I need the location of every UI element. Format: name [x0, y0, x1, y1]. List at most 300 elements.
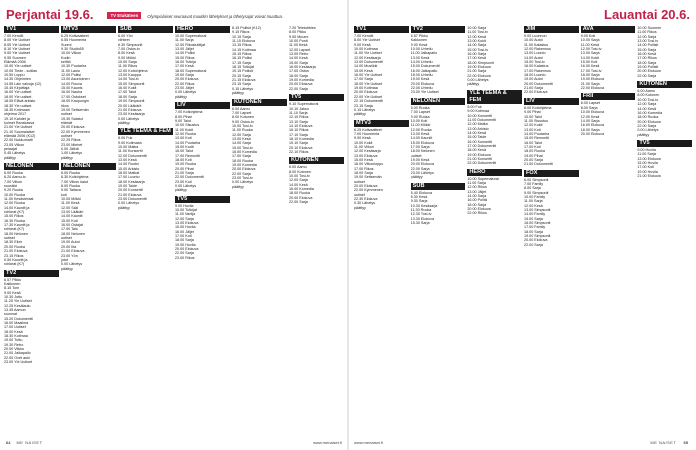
program-line: 18.30 Kotimaa — [4, 334, 28, 338]
program-line: 11.00 Jalkapallo — [410, 51, 438, 56]
channel-block — [289, 157, 344, 204]
program-line: päättyy — [354, 112, 366, 117]
program-line: päättyy — [410, 175, 423, 180]
channel-block — [524, 170, 579, 248]
program-line: 16.00 Jäljet — [175, 229, 194, 234]
program-line: 20.00 Elokuva — [175, 77, 199, 82]
program-line: 11.30 Ruoka — [410, 208, 432, 213]
program-line: 23.15 Sarja — [354, 103, 373, 108]
listing-column — [581, 26, 636, 430]
program-line: 22.00 Elokuva — [467, 73, 491, 78]
program-line: 14.00 Kokit — [580, 55, 600, 60]
program-line: 9.00 Kotimaa — [467, 109, 490, 114]
program-line: 15.00 Kesä — [354, 68, 373, 73]
program-line: 17.00 Remontti — [175, 153, 201, 158]
program-line: 22.00 Yle Uutiset — [354, 94, 383, 99]
program-line: 16.00 Komedia — [232, 149, 257, 154]
program-line: 21.10 Suomalaiset — [4, 129, 35, 134]
program-line: 16.00 Viikonloppu — [354, 162, 384, 167]
program-line: 22.00 Dokumentti — [175, 175, 204, 180]
program-line: 19.00 Kotimaa — [354, 86, 378, 91]
program-line: 9.00 Koti — [580, 34, 596, 38]
channel-header: NELONEN — [411, 98, 466, 105]
channel-header: TV2 — [411, 26, 466, 33]
program-line: 14.00 Sarja — [232, 141, 251, 146]
program-line: 10.00 Supernatural — [175, 34, 207, 38]
program-line: 19.30 Salatut — [61, 116, 83, 121]
program-line: 19.00 Pihat — [524, 153, 543, 158]
program-line: 12.00 Sarja — [637, 34, 657, 39]
program-line: 12.00 Sarja — [175, 216, 194, 221]
program-line: 10.00 Talot — [524, 114, 542, 119]
program-line: 11.00 Laulu — [61, 68, 81, 73]
program-line: 19.00 Autot — [61, 240, 80, 245]
program-line: 18.00 Luonto — [524, 73, 546, 78]
program-line: 13.45 Aamun — [4, 307, 26, 312]
program-line: 20.00 Lääkärit — [118, 103, 142, 108]
program-line: 8.05 Yle Uutiset — [4, 42, 30, 47]
program-line: 14.00 Musiikki — [354, 64, 378, 69]
program-line: 18.00 Yle uutiset — [4, 94, 32, 99]
program-line: 13.00 Elokuva — [175, 221, 199, 226]
program-line: 16.00 Talot — [524, 140, 542, 145]
program-line: 10.00 Elokuva — [580, 110, 605, 115]
program-line: 20.00 Dokumentti — [524, 81, 553, 86]
program-line: 20.00 Elokuva — [289, 195, 313, 200]
program-line: 15.00 Sarja — [524, 216, 543, 221]
program-line: 7.00 Kendili — [4, 34, 24, 38]
program-line: päättyy — [232, 184, 244, 189]
program-line: 7.00 Lapset — [410, 110, 430, 115]
program-line: 0.00 Lähetys — [637, 128, 659, 133]
program-line: 14.00 Tosi-tv — [118, 77, 139, 82]
channel-header: MTV3 — [61, 26, 116, 33]
channel-block — [175, 26, 230, 99]
program-line: 8.00 Kesä — [118, 51, 135, 56]
program-line: 21.00 Elokuva — [118, 107, 142, 112]
program-line: 0.15 Lähetys — [354, 107, 376, 112]
program-line: 8.00 Fuk — [118, 136, 133, 141]
program-line: 14.00 Urheilu — [410, 60, 433, 65]
program-line: 13.00 Arkisto — [467, 126, 489, 131]
program-line: 22.00 Ovet auki — [4, 355, 30, 360]
program-line: 18.00 Sarja — [467, 202, 487, 207]
site-url: www.menaiset.fi — [354, 439, 383, 445]
program-line: 9.30 Studio55 — [61, 47, 84, 52]
program-line: 9.20 Ruoka — [4, 188, 23, 193]
program-line: pelaajat — [4, 146, 17, 151]
program-line: 22.00 Kymmenen — [354, 188, 383, 193]
program-line: 20.00 Elokuva — [354, 90, 378, 95]
program-line: päättyy — [4, 155, 16, 160]
program-line: 7.20 Teletubbies — [289, 26, 316, 30]
program-line: 14.00 Poliisi — [175, 51, 195, 56]
program-line: 10.00 Matka — [118, 144, 139, 149]
listing-column — [467, 26, 522, 430]
program-line: 0.00 Lähetys — [175, 184, 197, 188]
channel-block — [61, 163, 116, 271]
listing-column — [61, 26, 116, 430]
program-line: 8.00 Pikku — [289, 30, 307, 35]
program-line: 14.15 Kotimaa — [232, 47, 256, 52]
program-line: 17.00 Koti — [637, 165, 654, 170]
program-line: 13.00 Elokuva — [354, 153, 378, 158]
program-line: 22.00 Elokuva — [524, 90, 548, 95]
program-line: 10.10 Jakso — [289, 106, 309, 111]
program-line: 23.00 Yön — [61, 253, 78, 258]
program-line: 13.00 Tosi-tv — [637, 39, 659, 44]
program-line: 12.00 Poliisi — [61, 73, 81, 78]
program-line: 6.25 Kotivaatteet — [354, 127, 382, 132]
program-line: 22.00 Nukkumatti — [4, 138, 33, 143]
program-line: 23.00 Yle Uutiset — [4, 360, 33, 365]
program-line: 13.00 Kokit — [467, 39, 486, 44]
program-line: 13.00 Kesä — [410, 55, 430, 60]
program-line: 10.00 Suomen — [637, 26, 662, 30]
program-line: 17.00 Rakennus — [524, 68, 551, 73]
program-line: 8.00 Kutonen — [289, 169, 311, 174]
program-line: 21.00 Elokuva — [61, 249, 85, 254]
program-line: 13.00 Luonto — [524, 51, 546, 56]
program-line: 17.00 Uutiset — [4, 325, 26, 330]
program-line: 19.00 Elokuva — [467, 65, 491, 70]
program-line: 9.15 Rikos — [232, 30, 250, 35]
program-line: 11.00 Kokit — [175, 127, 194, 132]
listing-column — [411, 26, 466, 430]
program-line: 11.00 Dokumentti — [467, 117, 496, 122]
program-line: 9.00 Talot — [175, 118, 191, 123]
listing-column — [118, 26, 173, 430]
program-line: 18.00 Sarja — [580, 73, 600, 78]
program-line: 15.00 Kaunis — [61, 86, 83, 91]
program-line: 14.00 Puutarha — [524, 131, 550, 136]
program-line: 22.00 Dokumentti — [467, 161, 497, 166]
program-line: 18.00 Koti — [175, 157, 192, 162]
program-line: 16.00 Talot — [175, 149, 193, 154]
program-line: 9.00 Ostos-tv — [232, 119, 254, 124]
program-line: 9.00 Ruoka — [410, 114, 430, 119]
program-line: uutiset — [61, 236, 72, 241]
program-line: 10.00 Sarja — [580, 38, 600, 43]
program-line: 16.00 Simpsonit — [524, 221, 551, 226]
program-line: 12.00 Rikos — [467, 185, 487, 190]
program-line: 17.10 Sarja — [289, 132, 308, 137]
program-line: 21.00 Elokuva — [118, 192, 142, 197]
program-line: 14.30 Ohjelmien — [4, 77, 31, 82]
program-line: 12.00 Kotiohjelma — [118, 68, 148, 73]
program-line: 18.00 Ruoka — [637, 115, 659, 120]
program-line: kolmet Ranskassa — [4, 120, 35, 125]
program-line: 13.10 Sarja — [289, 119, 308, 124]
right-page-header — [356, 2, 690, 22]
program-line: 18.15 Tutkijat — [232, 65, 254, 70]
channel-header: JIM — [524, 26, 579, 33]
program-line: 11.00 Viikon — [354, 144, 374, 149]
program-line: 17.00 Talot — [118, 90, 136, 95]
program-line: 16.00 Kokit — [118, 86, 137, 91]
program-line: 19.00 Poliisit — [637, 65, 659, 70]
channel-block — [175, 102, 230, 193]
listing-column — [637, 26, 692, 430]
program-line: 14.00 Sarja — [467, 194, 487, 198]
program-line: 22.00 Sarja — [289, 86, 308, 91]
program-line: 19.00 Simpsonit — [118, 99, 145, 104]
channel-block — [467, 169, 522, 216]
program-line: 10.00 Supernatural — [467, 176, 499, 181]
program-line: 10.30 Juttu — [4, 294, 23, 299]
program-line: 8.30 Kesä — [410, 195, 428, 199]
program-line: 12.00 Matka — [467, 122, 488, 127]
program-line: 15.00 Kesä — [354, 157, 373, 162]
program-line: 11.00 Rikos — [118, 64, 138, 69]
program-line: 15.00 Huvila — [175, 225, 196, 230]
left-page-header — [6, 2, 344, 22]
listing-column — [524, 26, 579, 430]
program-line: 22.00 Sarja — [637, 123, 657, 128]
program-line: 14.00 Family — [524, 212, 546, 217]
program-line: 9.55 Suomen — [4, 55, 26, 60]
channel-block — [581, 26, 636, 90]
program-line: 17.30 Kauniit ja — [4, 223, 30, 228]
program-line: 19.00 Kesä — [410, 157, 430, 162]
program-line: 7.00 Viikon kalut — [61, 179, 88, 184]
program-line: 11.00 Sarja — [637, 152, 656, 157]
program-line: 15.00 Dokumentti — [410, 64, 440, 69]
program-line: 16.30 Ruoka — [4, 218, 25, 223]
program-line: 11.25 Yle Uutiset — [4, 299, 32, 304]
program-line: 12.00 Rikostutkijat — [175, 42, 206, 47]
channel-block — [637, 26, 692, 78]
program-line: 19.00 Tuttu — [4, 338, 23, 343]
program-line: 17.00 Dokumentti — [467, 143, 497, 148]
program-line: 19.00 Elokuva — [467, 152, 491, 157]
program-line: 15.45 Kirjoittaja — [4, 86, 30, 91]
program-line: 18.05 Elävä arkisto — [4, 99, 36, 104]
program-line: 20.00 Elokuva — [410, 162, 435, 167]
program-line: 13.00 Dokumentti — [354, 60, 383, 65]
program-line: Elämää 2006 — [4, 60, 26, 65]
channel-header: HERO — [467, 169, 522, 176]
program-line: 12.00 Kesäsarja — [354, 55, 381, 60]
program-line: 8.00 Sarja — [524, 186, 541, 191]
channel-header: LIV — [175, 102, 230, 109]
channel-block — [524, 98, 579, 167]
program-line: 8.00 Fuk — [467, 104, 482, 109]
program-line: 15.00 Simpsonit — [118, 81, 145, 86]
program-line: 12.00 Sarja — [232, 132, 251, 137]
program-line: 6.25 Kotivaatteet — [61, 34, 89, 38]
program-line: 14.00 Sarja — [467, 43, 487, 48]
program-line: 10.00 Konsertti — [467, 113, 493, 118]
program-line: 23.15 Rikos — [4, 253, 24, 258]
program-line: 0.00 Lähetys — [118, 116, 140, 121]
program-line: Suomi — [61, 42, 72, 47]
program-line: 20.00 Ilta — [61, 244, 77, 249]
right-page — [348, 0, 696, 450]
day-title: Perjantai 19.6. — [6, 7, 94, 22]
program-line: 23.00 Miehet — [61, 142, 83, 147]
program-line: 14.00 Kauniit — [61, 214, 83, 219]
program-line: 18.00 Sarja — [354, 170, 373, 175]
program-line: 12.00 Ruoka — [410, 127, 432, 132]
program-line: 12.25 Kesälaulu — [4, 303, 31, 308]
program-line: 15.00 Kodit — [175, 144, 194, 149]
channel-block — [4, 163, 59, 267]
program-line: 21.00 Elokuva — [637, 173, 661, 178]
program-line: 19.00 Autot — [524, 77, 543, 82]
program-line: 14.00 Kesä — [637, 106, 657, 111]
program-line: 9.10 Supernatural — [289, 102, 319, 107]
program-line: päättyy — [175, 188, 187, 193]
channel-block — [232, 99, 287, 190]
program-line: 21.00 Sarja — [524, 86, 543, 91]
program-line: 13.00 Kauppa — [118, 73, 141, 78]
channel-block — [4, 270, 59, 365]
program-line: 15.00 Huvila — [637, 160, 658, 165]
program-line: 16.00 Tutkija — [175, 60, 196, 65]
channel-header: LIV — [524, 98, 579, 105]
program-line: 10.00 Mökki — [61, 197, 81, 202]
program-line: 15.15 Rikos — [232, 52, 252, 57]
program-line: 17.00 Ostos — [289, 69, 309, 74]
program-line: 17.00 Koti — [524, 144, 541, 149]
program-line: päättyy — [118, 205, 130, 210]
program-line: 20.00 Konsertti — [118, 188, 143, 193]
program-line: 0.30 Lähetys — [354, 201, 376, 206]
program-line: 16.00 Elokuva — [580, 123, 605, 128]
program-line: 8.00 Kotiohjelma — [524, 105, 552, 110]
program-line: 16.00 Yle Uutiset — [354, 73, 383, 78]
program-line: 11.00 Konsertti — [118, 149, 143, 154]
program-line: 17.00 Kesä — [467, 56, 487, 61]
program-line: 15.20 Dokumentti — [4, 316, 33, 321]
program-line: 12.00 Dokumentti — [118, 153, 147, 158]
program-line: 20.00 Elokuva — [637, 119, 661, 124]
program-line: koti — [61, 192, 67, 197]
page-number: 64 — [6, 439, 11, 445]
day-title: Lauantai 20.6. — [604, 7, 690, 22]
program-line: 10.00 Tutkijat — [175, 208, 197, 213]
magazine-name: ME NAISET — [16, 439, 43, 445]
program-line: 23.00 Lähetys — [410, 170, 434, 175]
program-line: 18.00 Sarja — [580, 127, 600, 132]
program-line: 6.00 Lapset — [580, 101, 600, 106]
program-line: 13.15 Rikos — [232, 43, 252, 48]
program-line: 20.10 Elokuva — [289, 145, 313, 150]
program-line: 19.00 Taide — [118, 184, 137, 188]
program-line: 19.00 Elokuva — [580, 77, 605, 82]
listing-column — [175, 26, 230, 430]
program-line: 11.00 Kesävieraat — [4, 197, 34, 202]
program-line: 14.00 Kesä — [289, 56, 308, 61]
program-line: 0.15 Lähetys — [232, 86, 254, 91]
program-line: 22.00 Kymmenen — [61, 129, 90, 134]
program-line: 23.05 Viikon — [4, 142, 25, 147]
program-line: 6.40 Elokuva — [410, 190, 432, 195]
program-line: 10.00 Yle uutiset — [4, 64, 32, 69]
program-line: 0.00 Lähetys — [232, 180, 254, 185]
program-line: 19.00 Komedia — [289, 78, 314, 83]
program-line: päättyy — [61, 266, 73, 271]
program-line: 22.00 Sarja — [637, 73, 657, 78]
program-line: 22.30 Elokuva — [354, 197, 378, 202]
program-line: 11.00 Sisustus — [524, 118, 548, 123]
program-line: 23.00 Tosi-tv — [232, 176, 253, 180]
program-line: 19.10 Sarja — [289, 141, 308, 146]
program-line: 19.10 Kahdet ja — [4, 116, 30, 121]
program-line: 12.00 Sää — [61, 205, 78, 210]
program-line: 16.00 Komedia — [289, 187, 314, 191]
program-line: 18.00 Kaupungin — [61, 99, 89, 104]
program-line: 18.00 Sarja — [289, 73, 308, 78]
channel-block — [118, 26, 173, 125]
program-line: 6.57 Pikku — [410, 34, 428, 38]
program-line: 14.00 Kauniit ja — [4, 205, 30, 210]
channel-block — [4, 26, 59, 160]
program-line: 14.00 Puutarha — [175, 140, 201, 145]
program-line: 12.00 Tosi-tv — [580, 47, 602, 52]
program-line: 11.00 Yle Uutiset — [354, 51, 382, 56]
program-line: 11.00 Sarja — [524, 199, 543, 204]
program-line: 11.15 Elokuva — [232, 39, 256, 44]
program-line: 23.00 Jäljet — [175, 86, 194, 91]
program-line: päättyy — [354, 205, 366, 210]
program-line: elämät — [61, 120, 73, 125]
program-line: 12.00 Kesäsarja — [354, 149, 381, 154]
channel-block — [175, 196, 230, 260]
program-line: 18.00 Kesäsarja — [118, 179, 145, 184]
program-line: 9.00 Huvila — [175, 203, 194, 208]
program-line: 9.00 Taitava — [61, 188, 81, 193]
site-url: www.menaiset.fi — [313, 439, 342, 445]
program-line: 10.05 Tiede - sotilas — [4, 68, 38, 73]
program-line: 0.00 Lähetys — [118, 201, 140, 206]
program-line: 14.00 Sarja — [580, 118, 600, 123]
program-line: 19.00 Simpsonit — [524, 234, 551, 239]
program-line: 22.00 Rikos — [467, 211, 487, 216]
program-line: päättyy — [232, 91, 244, 96]
program-line: rohkeat (K7) — [4, 210, 25, 215]
channel-header: TV1 — [4, 26, 59, 33]
program-line: 17.00 Kesä — [175, 64, 194, 69]
channel-header: AVA — [581, 26, 636, 33]
program-line: 15.00 Tosi-tv — [232, 145, 253, 150]
program-line: päättyy — [118, 120, 130, 125]
program-line: 18.00 Nelonen — [4, 231, 28, 236]
program-line: 16.15 Poliisi — [232, 56, 252, 61]
program-line: 15.00 Rikos — [175, 55, 195, 60]
program-line: 20.00 Elokuva — [61, 125, 85, 130]
program-line: elämää 2006 (K12) — [4, 133, 36, 138]
program-line: 18.00 Nelonen — [61, 231, 85, 236]
program-line: 13.00 Asuntoinen — [61, 77, 90, 82]
program-line: 14.00 Autot — [524, 55, 543, 60]
channel-header: NELONEN — [61, 163, 116, 170]
program-line: 6.30 Kotiohjelma — [61, 175, 89, 180]
program-line: 15.00 Tosi-tv — [524, 60, 545, 65]
channel-block — [524, 26, 579, 95]
program-line: 16.00 Sarja — [467, 52, 487, 57]
program-line: suunnat — [4, 312, 18, 317]
program-line: 11.00 Vartija — [175, 212, 196, 217]
program-line: 17.00 Ostokset — [61, 94, 86, 99]
program-line: 19.00 Komedia — [232, 162, 257, 167]
program-line: 20.00 Elokuva — [175, 247, 199, 252]
program-line: 16.00 Ostajat — [61, 223, 83, 228]
program-line: 10.15 Sarja — [232, 34, 251, 39]
program-line: 22.00 Rikos — [175, 81, 195, 86]
channel-header: TV5 — [637, 140, 692, 147]
